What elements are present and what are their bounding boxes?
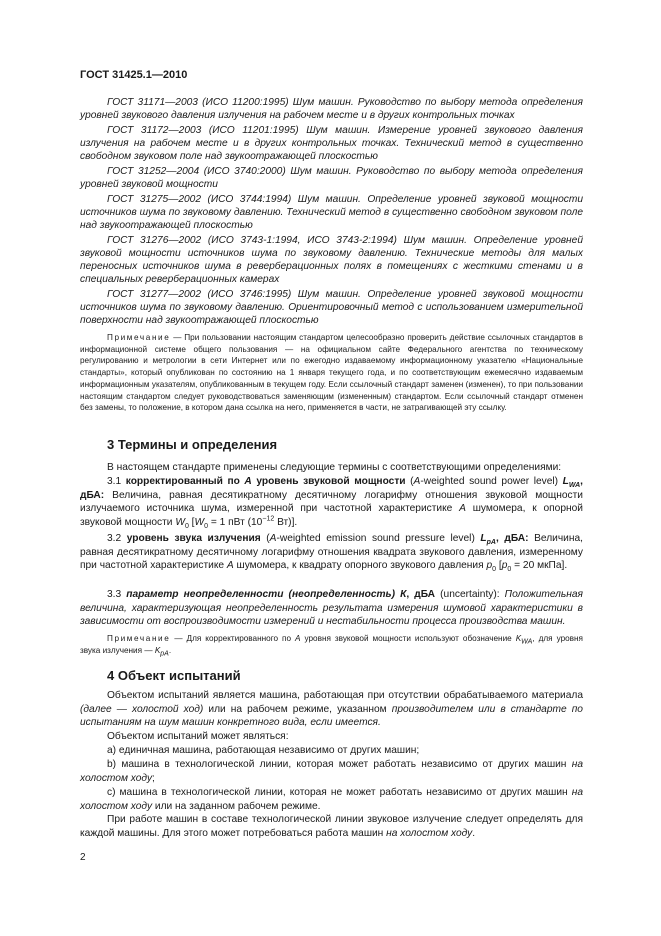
- list-item-a: а) единичная машина, работающая независимо от других машин;: [107, 745, 420, 756]
- page-number: 2: [80, 852, 86, 863]
- section-3-heading: 3 Термины и определения: [107, 437, 278, 452]
- document-header: ГОСТ 31425.1—2010: [80, 69, 188, 81]
- reference-item: ГОСТ 31276—2002 (ИСО 3743-1:1994, ИСО 3743-2:1994) Шум машин. Определение уровней звуковой мощности источников шума по звуковому давлению. Технические методы для малых переносных источников шума в реверберационных полях в помещениях с жесткими стенами и в специальных реверберационных камерах: [80, 235, 583, 285]
- term-definition: Величина, равная десятикратному десятичному логарифму отношения звуковой мощности излучаемого источника шума, измеренной при частотной характеристике: [80, 489, 583, 515]
- note-label: Примечание: [107, 333, 171, 342]
- term-english: (uncertainty):: [435, 589, 500, 600]
- term-symbol: L: [562, 476, 569, 487]
- references-note: [80, 332, 583, 414]
- reference-item: ГОСТ 31172—2003 (ИСО 11201:1995) Шум машин. Измерение уровней звукового давления излучения на рабочем месте и в других контрольных точках. Технический метод в существенно свободном звуковом поле над звукоотражающей плоскостью: [80, 125, 583, 162]
- term-english: -weighted sound power level): [420, 476, 563, 487]
- term-symbol: L: [480, 533, 487, 544]
- reference-item: ГОСТ 31171—2003 (ИСО 11200:1995) Шум машин. Руководство по выбору метода определения уровней звукового давления излучения на рабочем месте и в других контрольных точках: [80, 97, 583, 121]
- section-4-closing-paragraph: При работе машин в составе технологической линии звуковое излучение следует определять для каждой машины. Для этого может потребоваться работа машин на холостом ходу.: [80, 814, 583, 839]
- term-name: уровень звука излучения: [126, 533, 261, 544]
- reference-item: ГОСТ 31275—2002 (ИСО 3744:1994) Шум машин. Определение уровней звуковой мощности источников шума по звуковому давлению. Технический метод в существенно свободном звуковом поле над звукоотражающей плоскостью: [80, 194, 583, 231]
- term-3-3: 3.3 параметр неопределенности (неопределенность) К, дБА (uncertainty): Положительная величина, характеризующая неопределенность результата измерения шумовой характеристики в зависимости от воспроизводимости измерений и нестабильности процесса производства машин.: [80, 589, 584, 628]
- term-definition: Положительная величина, характеризующая неопределенность результата измерения шумовой характеристики в зависимости от воспроизводимости измерений и нестабильности процесса производства машин.: [80, 589, 584, 628]
- reference-item: ГОСТ 31252—2004 (ИСО 3740:2000) Шум машин. Руководство по выбору метода определения уровней звуковой мощности: [80, 166, 583, 190]
- terms-note: Примечание — Для корректированного по А уровня звуковой мощности используют обозначение $K_{WA}$, для уровня звука излучения — $K_{pA}$.: [80, 634, 583, 658]
- term-english: -weighted emission sound pressure level): [276, 533, 481, 544]
- term-3-1: 3.1 корректированный по А уровень звуковой мощности (A-weighted sound power level) $L_{WA}$, дБА: Величина, равная десятикратному десятичному логарифму отношения звуковой мощности излучаемого источника шума, измеренной при частотной характеристике А шумомера, к опорной звуковой мощности $W_0$ [$W_0 = 1$ пВт ($10^{-12}$ Вт)].: [80, 476, 583, 530]
- normative-references-list: [80, 96, 583, 329]
- reference-item: ГОСТ 31277—2002 (ИСО 3746:1995) Шум машин. Определение уровней звуковой мощности источников шума по звуковому давлению. Ориентировочный метод с использованием измерительной поверхности над звукоотражающей плоскостью: [80, 289, 583, 326]
- term-definition: Величина, равная десятикратному десятичному логарифму отношения квадрата звукового давления, измеренному при частотной характеристике: [80, 533, 583, 572]
- section-4-list-intro: Объектом испытаний может являться:: [107, 731, 289, 742]
- section-4-paragraph: Объектом испытаний является машина, работающая при отсутствии обрабатываемого материала (далее — холостой ход) или на рабочем режиме, указанном производителем или в стандарте по испытаниям на шум машин конкретного вида, если имеется.: [80, 690, 583, 729]
- note-label: Примечание: [107, 634, 171, 643]
- note-text: — При пользовании настоящим стандартом целесообразно проверить действие ссылочных стандартов в информационной системе общего пользования — на официальном сайте Федерального агентства по техническому регулированию и метрологии в сети Интернет или по ежегодно издаваемому информационному указателю «Национальные стандарты», который опубликован по состоянию на 1 января текущего года, и по соответствующим ежемесячно издаваемым информационным указателям, опубликованным в текущем году. Если ссылочный стандарт заменен (изменен), то при пользовании настоящим стандартом следует руководствоваться заменяющим (измененным) стандартом. Если ссылочный стандарт отменен без замены, то положение, в котором дана ссылка на него, применяется в части, не затрагивающей эту ссылку.: [80, 333, 583, 413]
- term-name: параметр неопределенности (неопределенность): [126, 589, 401, 600]
- term-name: корректированный по: [125, 476, 245, 487]
- list-item-b: b) машина в технологической линии, которая может работать независимо от других машин на холостом ходу;: [80, 759, 583, 784]
- section-3-intro: В настоящем стандарте применены следующие термины с соответствующими определениями:: [107, 462, 562, 473]
- term-symbol: К: [400, 589, 407, 600]
- list-item-c: с) машина в технологической линии, которая не может работать независимо от других машин на холостом ходу или на заданном рабочем режиме.: [80, 787, 583, 812]
- section-4-heading: 4 Объект испытаний: [107, 668, 241, 683]
- term-3-2: 3.2 уровень звука излучения (A-weighted emission sound pressure level) $L_{pA}$, дБА: Величина, равная десятикратному десятичному логарифму отношения квадрата звукового давления, измеренному при частотной характеристике А шумомера, к квадрату опорного звукового давления $p_0$ [$p_0 = 20$ мкПа].: [80, 533, 583, 574]
